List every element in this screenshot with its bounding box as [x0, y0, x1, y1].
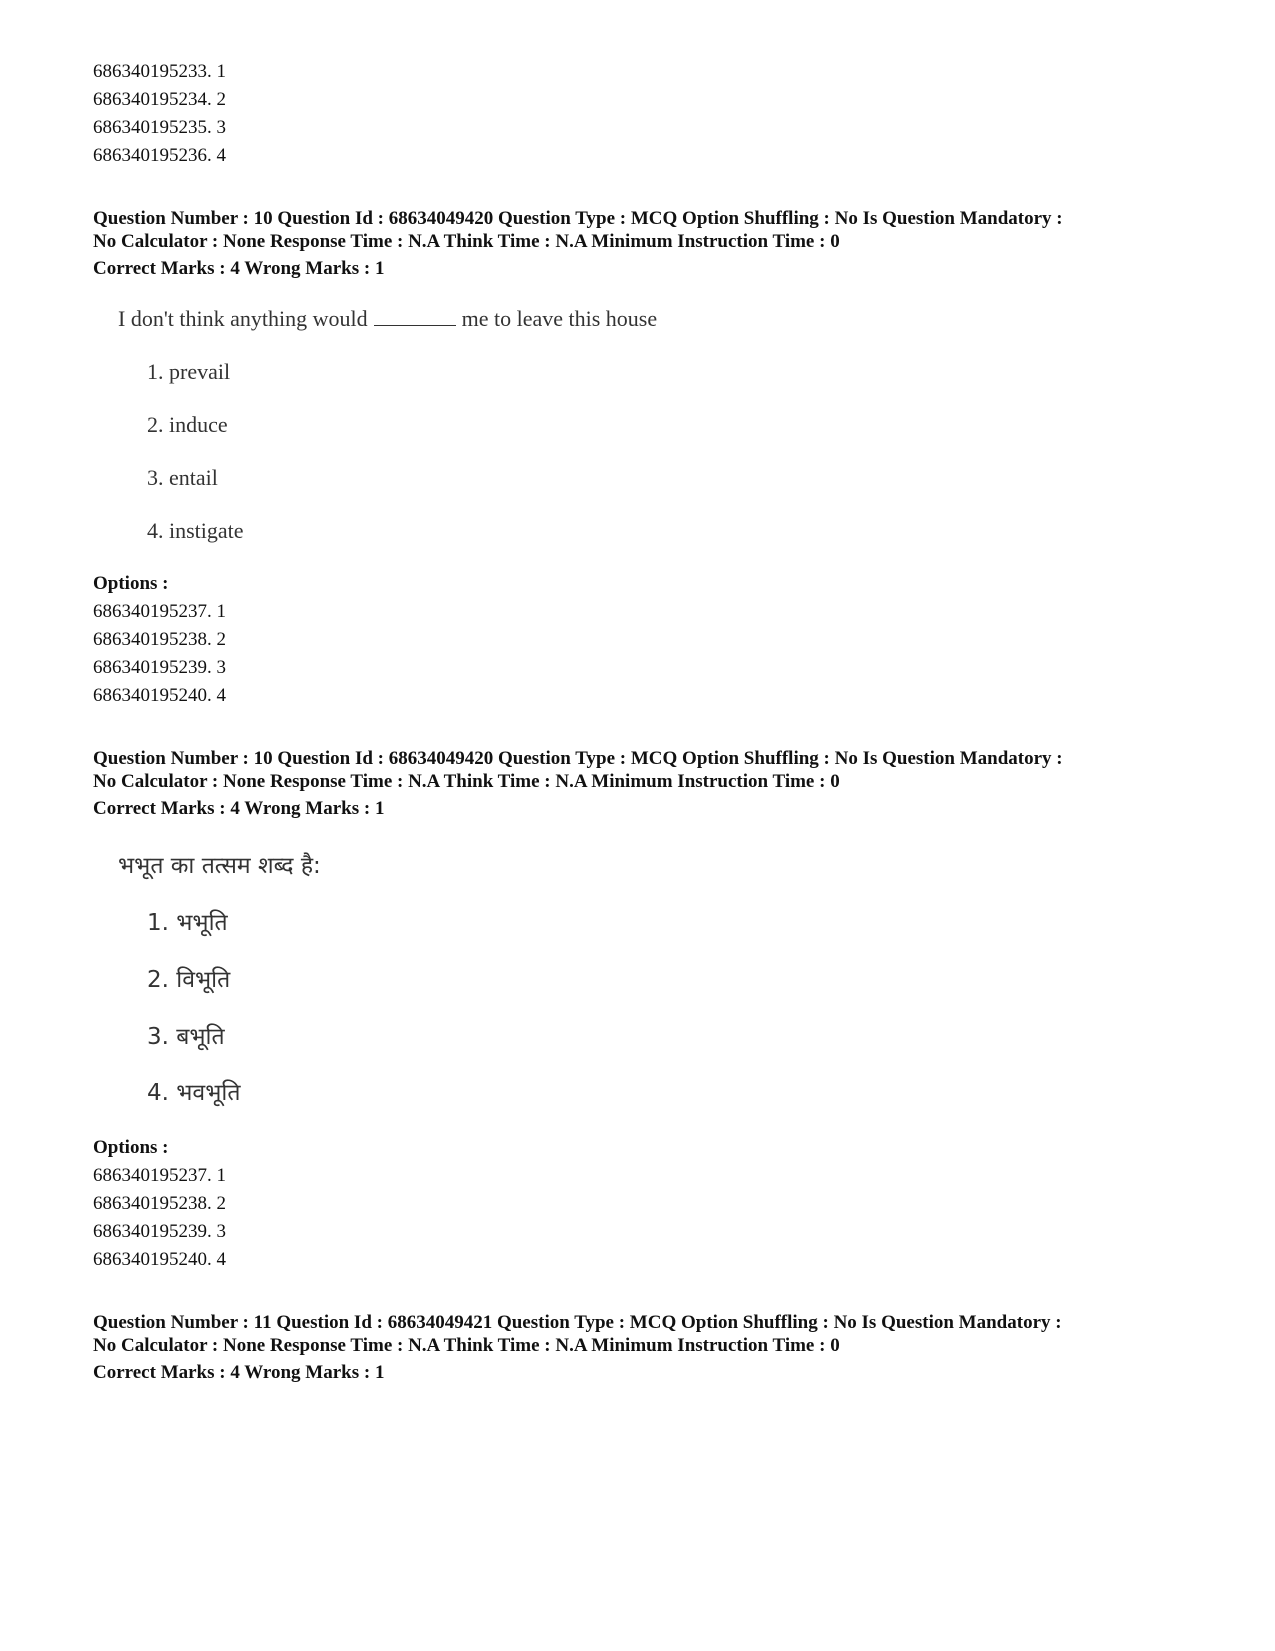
question-header-cont: No Calculator : None Response Time : N.A Think Time : N.A Minimum Instruction Time : 0: [93, 771, 840, 792]
options-label: Options :: [93, 573, 169, 594]
answer-choice: 3. बभूति: [147, 1024, 225, 1050]
option-id-line: 686340195240. 4: [93, 1249, 226, 1270]
question-header-cont: No Calculator : None Response Time : N.A Think Time : N.A Minimum Instruction Time : 0: [93, 231, 840, 252]
question-marks: Correct Marks : 4 Wrong Marks : 1: [93, 1362, 385, 1383]
option-id-line: 686340195235. 3: [93, 117, 226, 138]
question-stem-after: me to leave this house: [461, 306, 658, 331]
option-id-line: 686340195239. 3: [93, 657, 226, 678]
answer-choice: 3. entail: [147, 465, 218, 490]
option-id-line: 686340195233. 1: [93, 61, 226, 82]
question-header: Question Number : 11 Question Id : 68634049421 Question Type : MCQ Option Shuffling : No Is Question Mandatory :: [93, 1312, 1062, 1333]
option-id-line: 686340195240. 4: [93, 685, 226, 706]
question-marks: Correct Marks : 4 Wrong Marks : 1: [93, 798, 385, 819]
question-marks: Correct Marks : 4 Wrong Marks : 1: [93, 258, 385, 279]
question-stem: भभूत का तत्सम शब्द है:: [118, 853, 321, 879]
question-header-cont: No Calculator : None Response Time : N.A Think Time : N.A Minimum Instruction Time : 0: [93, 1335, 840, 1356]
answer-choice: 4. भवभूति: [147, 1080, 241, 1106]
fill-blank: [374, 307, 456, 326]
option-id-line: 686340195237. 1: [93, 601, 226, 622]
answer-choice: 4. instigate: [147, 518, 244, 543]
answer-choice: 2. induce: [147, 412, 228, 437]
answer-choice: 1. prevail: [147, 359, 231, 384]
question-stem: [118, 305, 657, 333]
options-label: Options :: [93, 1137, 169, 1158]
question-stem-before: I don't think anything would: [118, 306, 368, 331]
answer-choice: 2. विभूति: [147, 967, 231, 993]
option-id-line: 686340195238. 2: [93, 1193, 226, 1214]
answer-choice: 1. भभूति: [147, 910, 228, 936]
option-id-line: 686340195236. 4: [93, 145, 226, 166]
option-id-line: 686340195238. 2: [93, 629, 226, 650]
question-header: Question Number : 10 Question Id : 68634049420 Question Type : MCQ Option Shuffling : No Is Question Mandatory :: [93, 208, 1063, 229]
option-id-line: 686340195239. 3: [93, 1221, 226, 1242]
option-id-line: 686340195234. 2: [93, 89, 226, 110]
question-header: Question Number : 10 Question Id : 68634049420 Question Type : MCQ Option Shuffling : No Is Question Mandatory :: [93, 748, 1063, 769]
option-id-line: 686340195237. 1: [93, 1165, 226, 1186]
